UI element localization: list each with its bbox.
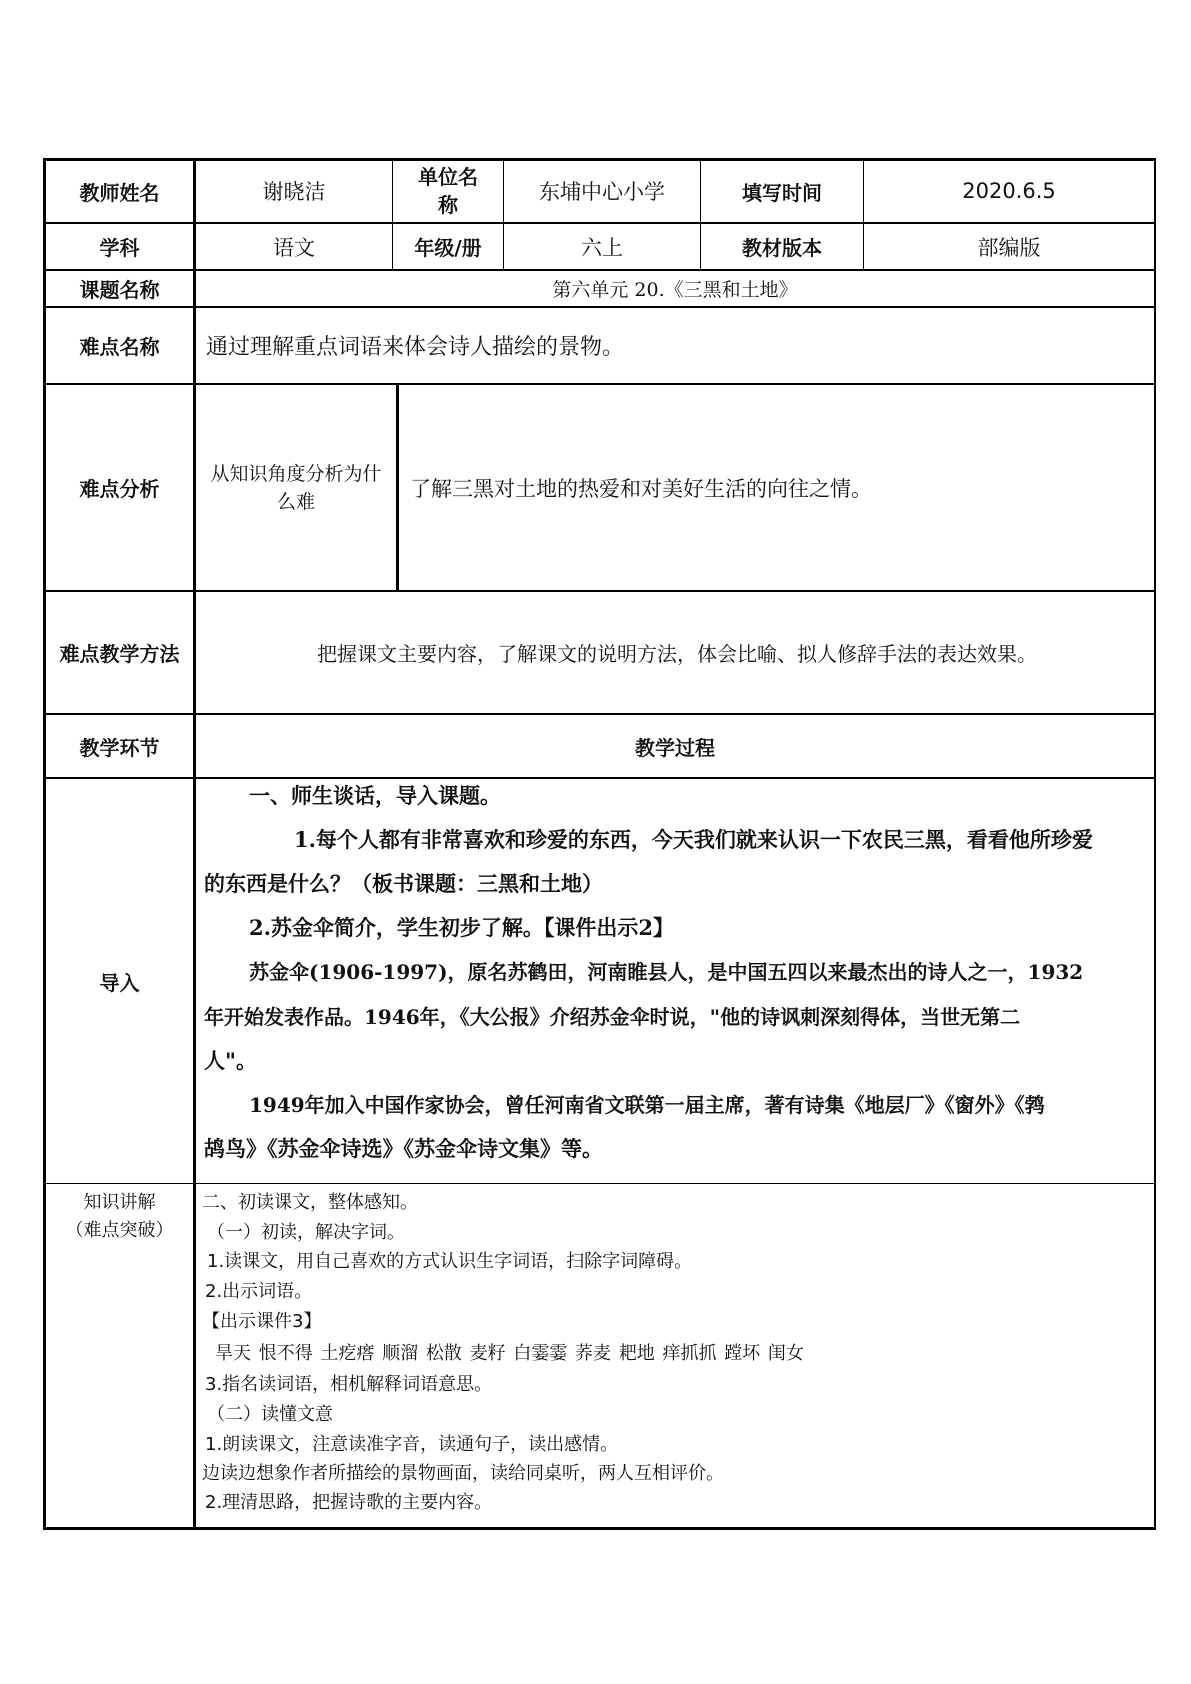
- intro-line: 一、师生谈话，导入课题。: [249, 783, 501, 808]
- school-name: 东埔中心小学: [539, 180, 665, 204]
- grade-label: 年级/册: [414, 236, 482, 260]
- vocabulary-list: 旱天 恨不得 土疙瘩 顺溜 松散 麦籽 白霎霎 荞麦 耙地 痒抓抓 蹚坏 闺女: [215, 1343, 804, 1364]
- intro-line: 的东西是什么？（板书课题：三黑和土地）: [204, 871, 603, 896]
- subject-value: 语文: [273, 235, 315, 260]
- subject-label: 学科: [99, 236, 140, 260]
- process-step-label: 教学环节: [79, 735, 160, 760]
- knowledge-line: 3.指名读词语，相机解释词语意思。: [205, 1374, 493, 1395]
- difficulty-label: 难点名称: [79, 335, 160, 359]
- intro-label: 导入: [99, 970, 140, 995]
- method-value: 把握课文主要内容，了解课文的说明方法，体会比喻、拟人修辞手法的表达效果。: [317, 642, 1037, 666]
- knowledge-line: 边读边想象作者所描绘的景物画面，读给同桌听，两人互相评价。: [202, 1463, 724, 1484]
- intro-line: 1.每个人都有非常喜欢和珍爱的东西，今天我们就来认识一下农民三黑，看看他所珍爱: [294, 827, 1093, 852]
- knowledge-label: 知识讲解: [83, 1192, 156, 1213]
- intro-line: 年开始发表作品。1946年，《大公报》介绍苏金伞时说，"他的诗讽刺深刻得体，当世无第二: [204, 1005, 1021, 1029]
- column-divider: [396, 383, 399, 591]
- edition-value: 部编版: [977, 235, 1041, 260]
- unit-label: 单位名称: [418, 165, 478, 217]
- grade-value: 六上: [581, 235, 623, 260]
- intro-line: 人"。: [204, 1048, 257, 1073]
- fill-date: 2020.6.5: [962, 179, 1056, 203]
- date-label: 填写时间: [742, 180, 822, 205]
- analysis-sub-label: 从知识角度分析为什么难: [210, 462, 382, 513]
- intro-line: 1949年加入中国作家协会，曾任河南省文联第一届主席，著有诗集《地层厂》《窗外》《鹁: [249, 1093, 1045, 1117]
- knowledge-line: 1.读课文，用自己喜欢的方式认识生字词语，扫除字词障碍。: [207, 1251, 693, 1272]
- knowledge-sublabel: （难点突破）: [65, 1220, 174, 1241]
- edition-label: 教材版本: [742, 236, 822, 260]
- teacher-name: 谢晓洁: [262, 180, 326, 204]
- knowledge-line: 二、初读课文，整体感知。: [202, 1192, 418, 1213]
- intro-line: 苏金伞(1906-1997)，原名苏鹤田，河南睢县人，是中国五四以来最杰出的诗人之一，1932: [249, 960, 1084, 984]
- process-heading: 教学过程: [635, 735, 715, 760]
- knowledge-line: （二）读懂文意: [207, 1404, 333, 1425]
- knowledge-line: 2.理清思路，把握诗歌的主要内容。: [205, 1492, 493, 1513]
- row-divider: [43, 1183, 1156, 1184]
- teacher-label: 教师姓名: [79, 180, 160, 205]
- knowledge-line: 1.朗读课文，注意读准字音，读通句子，读出感情。: [205, 1434, 619, 1455]
- analysis-value: 了解三黑对土地的热爱和对美好生活的向往之情。: [410, 476, 872, 501]
- knowledge-line: （一）初读，解决字词。: [207, 1222, 405, 1243]
- lesson-title: 第六单元 20.《三黑和土地》: [552, 279, 798, 301]
- intro-line: 2.苏金伞简介，学生初步了解。【课件出示2】: [249, 915, 675, 940]
- knowledge-line: 【出示课件3】: [202, 1311, 322, 1332]
- lesson-label: 课题名称: [79, 278, 160, 302]
- intro-line: 鸪鸟》《苏金伞诗选》《苏金伞诗文集》等。: [204, 1136, 603, 1161]
- row-divider: [43, 777, 1156, 779]
- column-divider: [193, 158, 196, 1530]
- method-label: 难点教学方法: [59, 642, 180, 666]
- analysis-label: 难点分析: [79, 477, 160, 501]
- knowledge-line: 2.出示词语。: [205, 1281, 313, 1302]
- difficulty-value: 通过理解重点词语来体会诗人描绘的景物。: [206, 335, 625, 360]
